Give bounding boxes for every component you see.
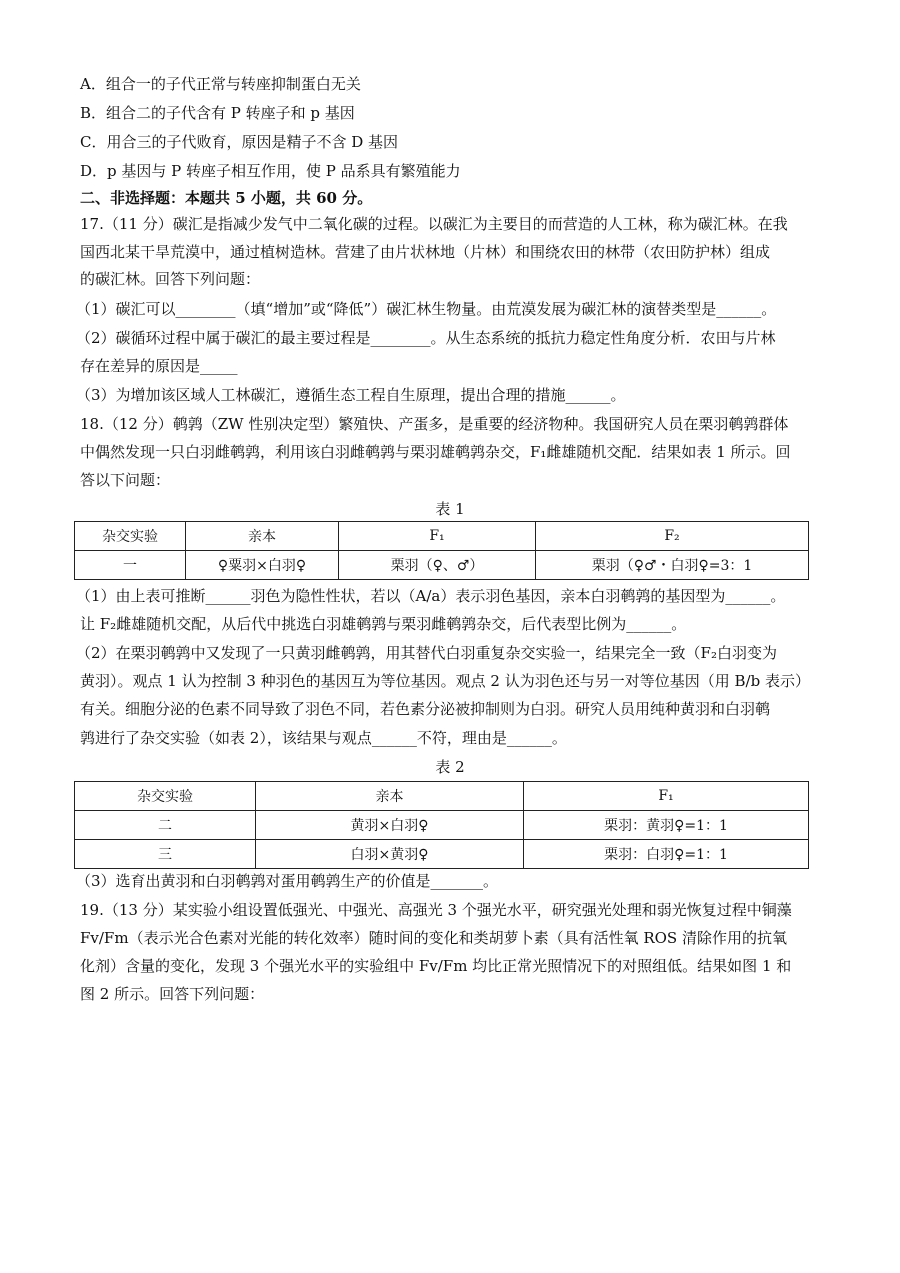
table-row [75,811,809,840]
option-b: B．组合二的子代含有 P 转座子和 p 基因 [80,104,355,122]
q19-line: 图 2 所示。回答下列问题： [80,985,265,1003]
table-row [75,551,809,580]
table-cell: 栗羽：黄羽♀=1：1 [524,811,809,840]
q18-line: 中偶然发现一只白羽雌鹌鹑，利用该白羽雌鹌鹑与栗羽雄鹌鹑杂交，F₁雌雄随机交配．结果如表 1 所示。回 [80,443,791,461]
q17-line: 国西北某干旱荒漠中，通过植树造林。营建了由片状林地（片林）和围绕农田的林带（农田防护林）组成 [80,243,771,261]
table-header-cell: 亲本 [186,522,339,551]
q18-line: 黄羽）。观点 1 认为控制 3 种羽色的基因互为等位基因。观点 2 认为羽色还与另一对等位基因（用 B/b 表示） [80,672,810,690]
table-header-row [75,782,809,811]
table-cell: 栗羽：白羽♀=1：1 [524,840,809,869]
q18-sub1: （1）由上表可推断______羽色为隐性性状，若以（A/a）表示羽色基因，亲本白羽鹌鹑的基因型为______。 [76,587,786,605]
table1 [74,521,809,580]
q17-line: 17.（11 分）碳汇是指减少发气中二氧化碳的过程。以碳汇为主要目的而营造的人工林，称为碳汇林。在我 [80,215,788,233]
q17-sub2: （2）碳循环过程中属于碳汇的最主要过程是________。从生态系统的抵抗力稳定性角度分析．农田与片林 [76,329,776,347]
table-header-cell: F₁ [524,782,809,811]
table-header-cell: F₁ [339,522,536,551]
q17-line: 存在差异的原因是_____ [80,357,238,375]
q18-line: 鹑进行了杂交实验（如表 2），该结果与观点______不符，理由是______。 [80,729,567,747]
q17-sub1: （1）碳汇可以________（填“增加”或“降低”）碳汇林生物量。由荒漠发展为碳汇林的演替类型是______。 [76,300,777,318]
table-header-cell: F₂ [536,522,809,551]
table-header-row [75,522,809,551]
q18-line: 让 F₂雌雄随机交配，从后代中挑选白羽雄鹌鹑与栗羽雌鹌鹑杂交，后代表型比例为______。 [80,615,687,633]
q18-line: 18.（12 分）鹌鹑（ZW 性别决定型）繁殖快、产蛋多，是重要的经济物种。我国研究人员在栗羽鹌鹑群体 [80,415,789,433]
option-c: C．用合三的子代败育，原因是精子不含 D 基因 [80,133,399,151]
table-cell: 栗羽（♀♂・白羽♀=3：1 [536,551,809,580]
q18-sub3: （3）选育出黄羽和白羽鹌鹑对蛋用鹌鹑生产的价值是_______。 [76,872,499,890]
q19-line: 19.（13 分）某实验小组设置低强光、中强光、高强光 3 个强光水平，研究强光处理和弱光恢复过程中铜藻 [80,901,792,919]
table-cell: 一 [75,551,186,580]
q17-sub3: （3）为增加该区域人工林碳汇，遵循生态工程自生原理，提出合理的措施______。 [76,386,626,404]
table-cell: 黄羽×白羽♀ [256,811,524,840]
table-cell: 二 [75,811,256,840]
q18-sub2: （2）在栗羽鹌鹑中又发现了一只黄羽雌鹌鹑，用其替代白羽重复杂交实验一，结果完全一致（F₂白羽变为 [76,644,777,662]
option-d: D．p 基因与 P 转座子相互作用，使 P 品系具有繁殖能力 [80,162,461,180]
table2-caption: 表 2 [435,758,465,776]
table-cell: 白羽×黄羽♀ [256,840,524,869]
table-cell: 栗羽（♀、♂） [339,551,536,580]
table-cell: ♀粟羽×白羽♀ [186,551,339,580]
table-cell: 三 [75,840,256,869]
table-row [75,840,809,869]
table-header-cell: 亲本 [256,782,524,811]
q19-line: Fv/Fm（表示光合色素对光能的转化效率）随时间的变化和类胡萝卜素（具有活性氧 ROS 清除作用的抗氧 [80,929,787,947]
section-title: 二、非选择题：本题共 5 小题，共 60 分。 [80,189,373,207]
q17-line: 的碳汇林。回答下列问题： [80,270,261,288]
table-header-cell: 杂交实验 [75,522,186,551]
q19-line: 化剂）含量的变化，发现 3 个强光水平的实验组中 Fv/Fm 均比正常光照情况下的对照组低。结果如图 1 和 [80,957,792,975]
table1-caption: 表 1 [435,500,465,518]
q18-line: 答以下问题： [80,471,171,489]
option-a: A．组合一的子代正常与转座抑制蛋白无关 [80,75,361,93]
table-header-cell: 杂交实验 [75,782,256,811]
table2 [74,781,809,869]
q18-line: 有关。细胞分泌的色素不同导致了羽色不同，若色素分泌被抑制则为白羽。研究人员用纯种黄羽和白羽鹌 [80,700,771,718]
